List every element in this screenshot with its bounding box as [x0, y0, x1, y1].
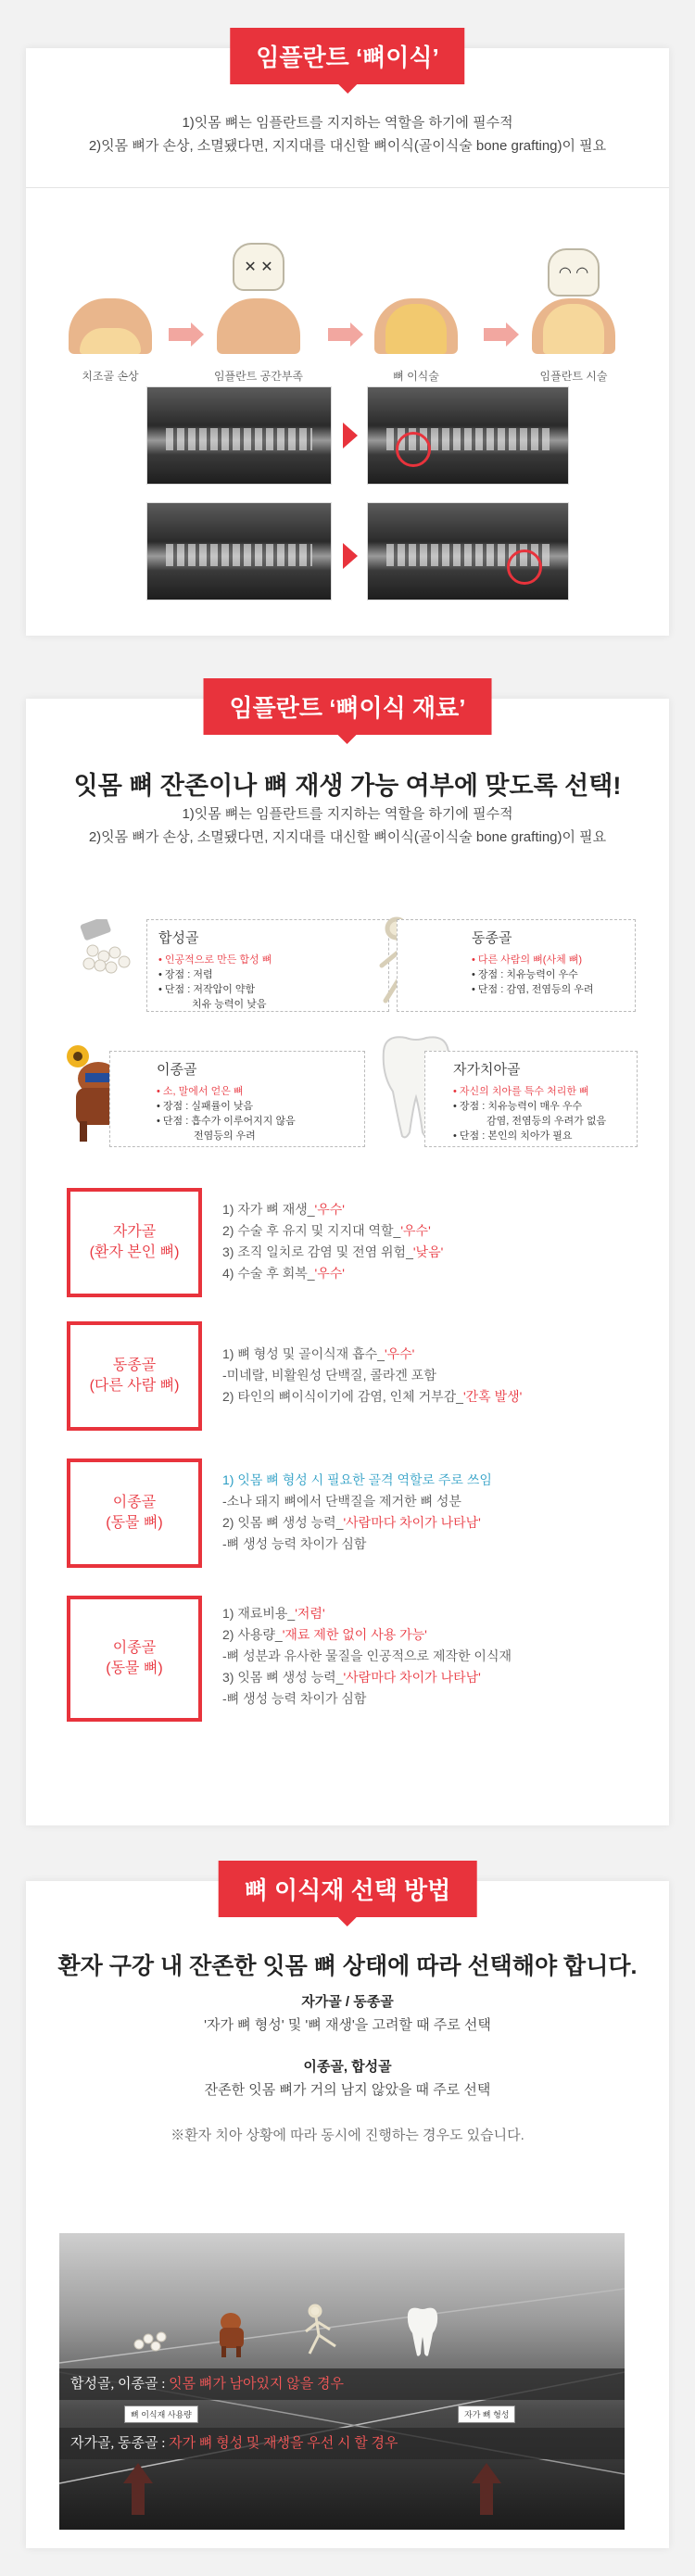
- graft-amount-label: 뼈 이식재 사용량: [124, 2406, 198, 2423]
- material-synthetic: [146, 919, 389, 1012]
- xray-after-1: [367, 386, 569, 485]
- option-2-title: 이종골, 합성골: [303, 2059, 392, 2075]
- tooth-icon: [404, 2305, 441, 2362]
- material-pro: • 장점 : 치유능력이 우수: [472, 969, 578, 980]
- desc-line: -미네랄, 비활원성 단백질, 콜라겐 포함: [222, 1368, 436, 1383]
- band-synthetic-xenograft: [59, 2368, 625, 2400]
- up-arrow-icon: [123, 2463, 153, 2483]
- step-label: 뼈 이식술: [393, 370, 439, 383]
- step-label: 임플란트 공간부족: [213, 370, 304, 383]
- material-con-2: 전염등의 우려: [194, 1130, 256, 1142]
- row-desc-allograft: [222, 1344, 522, 1408]
- section-tag: 임플란트 ‘뼈이식’: [230, 28, 464, 84]
- step-implant: [523, 243, 625, 382]
- material-desc: • 자신의 치아를 특수 처리한 뼈: [453, 1086, 589, 1097]
- row-desc-synthetic: [222, 1603, 512, 1710]
- bone-shape: [543, 304, 604, 354]
- row-label-sub: (동물 뼈): [106, 1515, 163, 1531]
- intro-line-1: 1)잇몸 뼈는 임플란트를 지지하는 역할을 하기에 필수적: [182, 115, 513, 131]
- desc-line: 1) 자가 뼈 재생_'우수': [222, 1202, 345, 1217]
- material-name: 동종골: [472, 930, 512, 946]
- xray-after-2: [367, 502, 569, 600]
- synthetic-bone-image: [74, 919, 148, 975]
- intro-line-1: 1)잇몸 뼈는 임플란트를 지지하는 역할을 하기에 필수적: [182, 806, 513, 822]
- arrow-right-icon: [484, 328, 508, 341]
- material-con-2: 치유 능력이 낮음: [192, 999, 267, 1010]
- row-label-title: 이종골: [112, 1495, 157, 1510]
- xray-before-1: [146, 386, 332, 485]
- desc-line: -뼈 생성 능력 차이가 심함: [222, 1536, 367, 1551]
- row-desc-xenograft: [222, 1470, 492, 1555]
- material-name: 합성골: [158, 930, 199, 946]
- material-desc: • 다른 사람의 뼈(사체 뼈): [472, 954, 583, 966]
- row-label-autograft: [67, 1188, 202, 1297]
- step-label: 임플란트 시술: [539, 370, 608, 383]
- material-con: • 단점 : 흡수가 이루어지지 않음: [157, 1116, 296, 1127]
- play-arrow-icon: [343, 423, 358, 448]
- material-con: • 단점 : 감염, 전염등의 우려: [472, 984, 594, 995]
- happy-tooth-icon: ◠ ◠: [548, 248, 600, 297]
- gum-shape: [217, 298, 300, 354]
- arrow-right-icon: [328, 328, 352, 341]
- step-label: 치조골 손상: [82, 370, 139, 383]
- material-allograft: [397, 919, 636, 1012]
- row-label-title: 이종골: [112, 1640, 157, 1656]
- bone-shape: [80, 328, 141, 354]
- desc-line: -소나 돼지 뼈에서 단백질을 제거한 뼈 성분: [222, 1494, 461, 1509]
- material-pro: • 장점 : 저렴: [158, 969, 213, 980]
- step-space-lack: [208, 243, 310, 382]
- row-label-synthetic: [67, 1596, 202, 1722]
- desc-line: 1) 재료비용_'저렴': [222, 1606, 325, 1621]
- play-arrow-icon: [343, 543, 358, 569]
- material-con: • 단점 : 저작압이 약함: [158, 984, 256, 995]
- desc-line: 3) 잇몸 뼈 생성 능력_'사람마다 차이가 나타남': [222, 1670, 481, 1685]
- up-arrow-stem: [480, 2483, 493, 2515]
- desc-line: 2) 타인의 뼈이식이기에 감염, 인체 거부감_'간혹 발생': [222, 1389, 523, 1404]
- material-pro: • 장점 : 치유능력이 매우 우수: [453, 1101, 583, 1112]
- desc-line: 2) 잇몸 뼈 생성 능력_'사람마다 차이가 나타남': [222, 1515, 481, 1530]
- material-desc: • 소, 말에서 얻은 뼈: [157, 1086, 244, 1097]
- material-xenograft: [109, 1051, 365, 1147]
- desc-line: 1) 잇몸 뼈 형성 시 필요한 골격 역할로 주로 쓰임: [222, 1472, 492, 1487]
- band-label: 자가골, 동종골 :: [70, 2436, 170, 2451]
- material-name: 이종골: [157, 1062, 197, 1078]
- band-label: 합성골, 이종골 :: [70, 2377, 170, 2392]
- desc-line: 2) 사용량_'재료 제한 없이 사용 가능': [222, 1627, 427, 1642]
- divider: [26, 187, 669, 188]
- synthetic-granules-icon: [132, 2326, 169, 2358]
- desc-line: 2) 수술 후 유지 및 지지대 역할_'우수': [222, 1223, 431, 1238]
- row-label-allograft: [67, 1321, 202, 1431]
- row-label-sub: (다른 사람 뼈): [89, 1378, 180, 1394]
- section-graft-materials: [26, 694, 669, 1825]
- material-autogenous-tooth: [424, 1051, 638, 1147]
- up-arrow-icon: [472, 2463, 501, 2483]
- arrow-right-icon: [169, 328, 193, 341]
- row-label-title: 동종골: [112, 1357, 157, 1373]
- xray-before-2: [146, 502, 332, 600]
- band-highlight: 잇몸 뼈가 남아있지 않을 경우: [169, 2377, 344, 2392]
- section-bone-graft: [26, 44, 669, 636]
- option-1-title: 자가골 / 동종골: [301, 1994, 394, 2010]
- intro-line-2: 2)잇몸 뼈가 손상, 소멸됐다면, 지지대를 대신할 뼈이식(골이식술 bone grafting)이 필요: [88, 829, 607, 845]
- desc-line: 4) 수술 후 회복_'우수': [222, 1266, 345, 1281]
- material-pro: • 장점 : 실패률이 낮음: [157, 1101, 254, 1112]
- highlight-circle: [507, 549, 542, 585]
- desc-line: 3) 조직 일치로 감염 및 전염 위험_'낮음': [222, 1244, 444, 1259]
- desc-line: 1) 뼈 형성 및 골이식재 흡수_'우수': [222, 1346, 415, 1361]
- section-tag: 임플란트 ‘뼈이식 재료’: [204, 678, 492, 735]
- procedure-steps: [59, 243, 636, 382]
- step-bone-damage: [59, 243, 161, 382]
- intro-line-2: 2)잇몸 뼈가 손상, 소멸됐다면, 지지대를 대신할 뼈이식(골이식술 bone grafting)이 필요: [88, 138, 607, 154]
- cow-icon: [212, 2307, 249, 2364]
- desc-line: -뼈 생성 능력 차이가 심함: [222, 1691, 367, 1706]
- row-label-xenograft: [67, 1458, 202, 1568]
- sad-tooth-icon: ✕ ✕: [233, 243, 284, 291]
- selection-notes: [26, 1990, 669, 2147]
- section-headline: 잇몸 뼈 잔존이나 뼈 재생 가능 여부에 맞도록 선택!: [73, 772, 622, 800]
- skeleton-icon: [298, 2302, 345, 2362]
- material-desc: • 인공적으로 만든 합성 뼈: [158, 954, 272, 966]
- row-desc-autograft: [222, 1199, 443, 1284]
- intro-lines: [26, 802, 669, 849]
- highlight-circle: [396, 432, 431, 467]
- section-tag: 뼈 이식재 선택 방법: [219, 1861, 477, 1917]
- bone-graft-shape: [385, 304, 447, 354]
- material-name: 자가치아골: [453, 1062, 521, 1078]
- option-2-text: 잔존한 잇몸 뼈가 거의 남지 않았을 때 주로 선택: [204, 2082, 491, 2098]
- section-headline: 환자 구강 내 잔존한 잇몸 뼈 상태에 따라 선택해야 합니다.: [57, 1953, 638, 1979]
- intro-lines: [26, 111, 669, 158]
- selection-illustration: [59, 2233, 625, 2530]
- material-pro-2: 감염, 전염등의 우려가 없음: [486, 1116, 607, 1127]
- row-label-sub: (환자 본인 뼈): [89, 1244, 180, 1260]
- desc-line: -뼈 성분과 유사한 물질을 인공적으로 제작한 이식재: [222, 1648, 512, 1663]
- up-arrow-stem: [132, 2483, 145, 2515]
- band-autograft-allograft: [59, 2428, 625, 2459]
- row-label-sub: (동물 뼈): [106, 1661, 163, 1676]
- row-label-title: 자가골: [112, 1224, 157, 1240]
- bone-formation-label: 자가 뼈 형성: [458, 2406, 515, 2423]
- band-highlight: 자가 뼈 형성 및 재생을 우선 시 할 경우: [169, 2436, 398, 2451]
- step-bone-graft: [365, 243, 467, 382]
- material-con: • 단점 : 본인의 치아가 필요: [453, 1130, 573, 1142]
- option-1-text: '자가 뼈 형성' 및 '뼈 재생'을 고려할 때 주로 선택: [204, 2017, 491, 2033]
- footnote: ※환자 치아 상황에 따라 동시에 진행하는 경우도 있습니다.: [171, 2128, 524, 2143]
